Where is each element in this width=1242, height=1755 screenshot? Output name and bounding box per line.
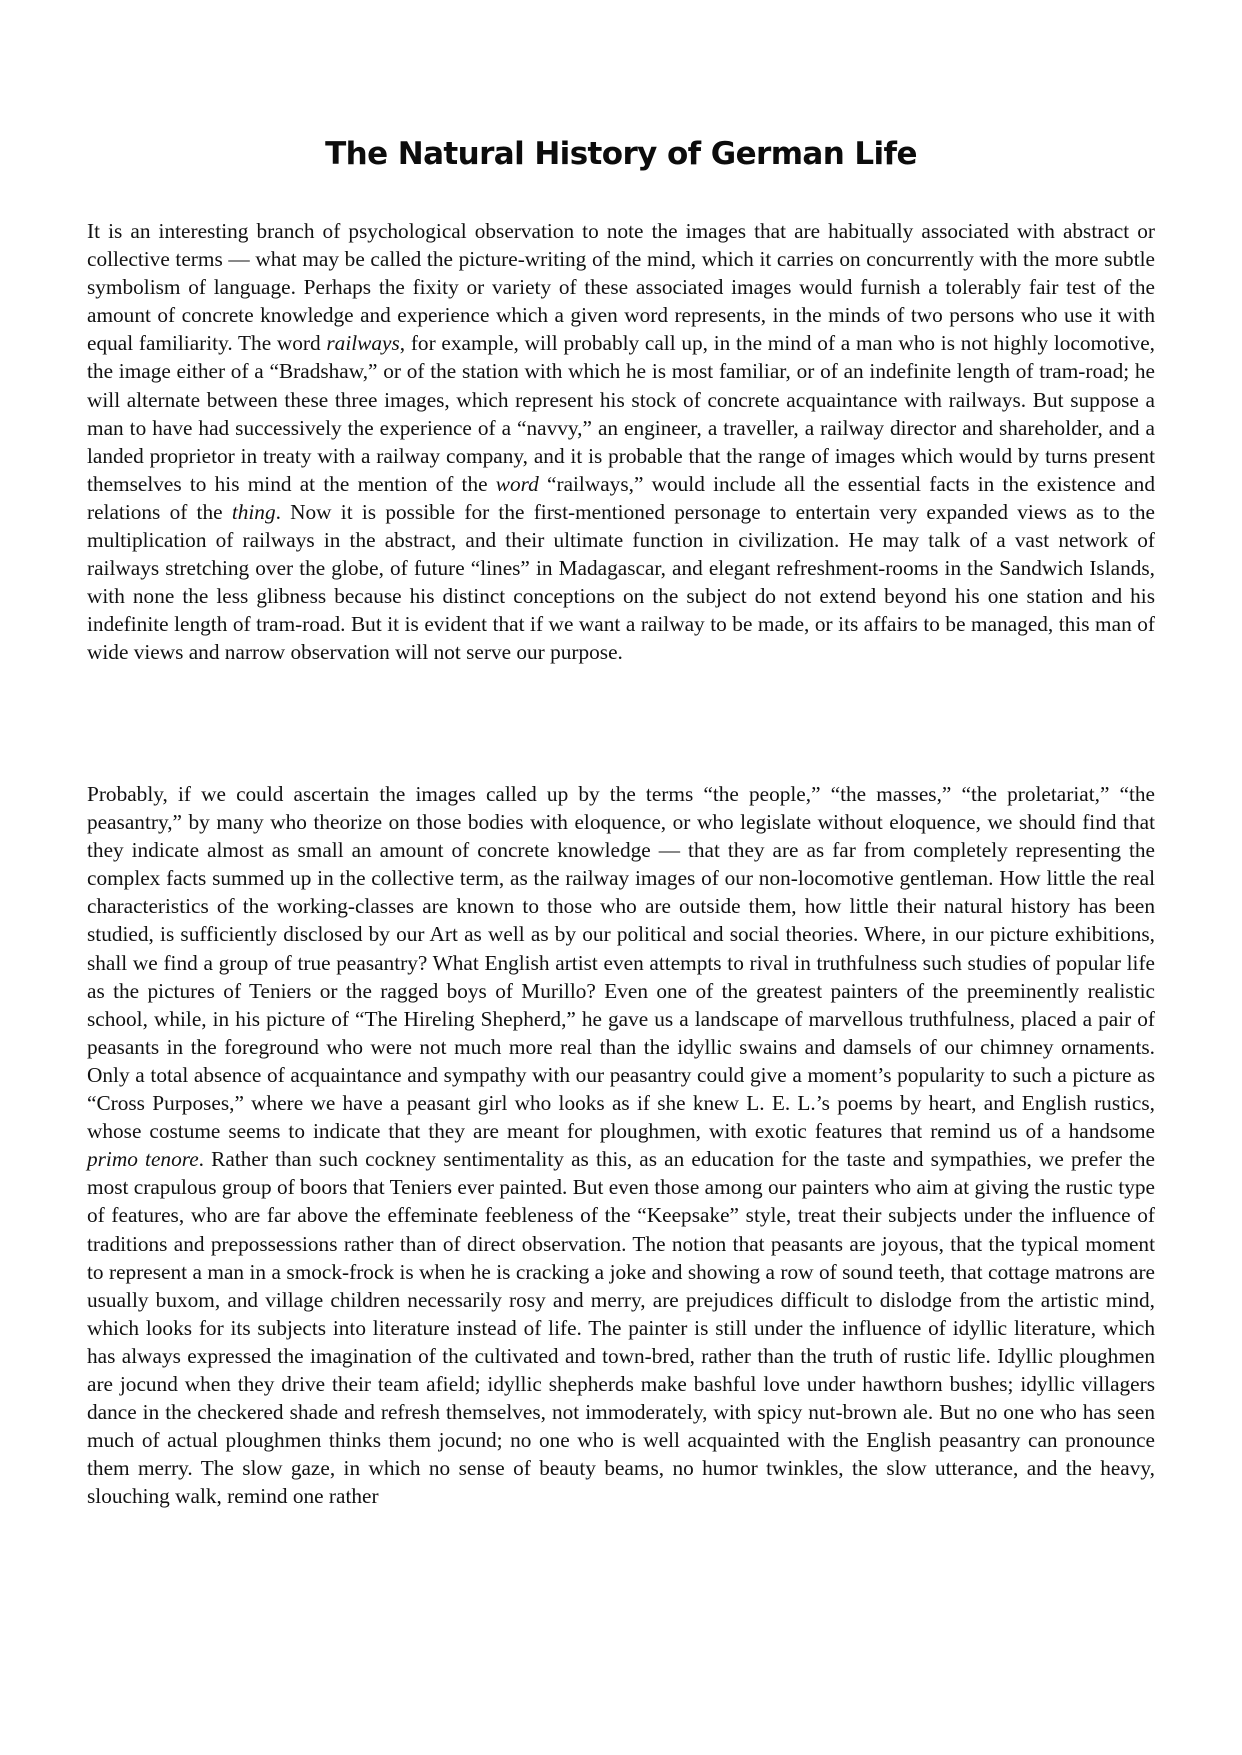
paragraph-1: [87, 217, 1155, 667]
italic-text-run: primo tenore: [87, 1147, 199, 1172]
text-run: It is an interesting branch of psychological observation to note the images that are habitually associated with abstract or collective terms — what may be called the picture-writing of the mind, which it carries on concurrently with the more subtle symbolism of language. Perhaps the fixity or variety of these associated images would furnish a tolerably fair test of the amount of concrete knowledge and experience which a given word represents, in the minds of two persons who use it with equal familiarity. The word: [87, 219, 1155, 356]
italic-text-run: thing: [231, 499, 276, 524]
text-run: “railways,” would include all the essential facts in the existence and relations of the: [87, 471, 1155, 524]
text-run: Probably, if we could ascertain the images called up by the terms “the people,” “the masses,” “the proletariat,” “the peasantry,” by many who theorize on those bodies with eloquence, or who legislate without eloquence, we should find that they indicate almost as small an amount of concrete knowledge — that they are as far from completely representing the complex facts summed up in the collective term, as the railway images of our non-locomotive gentleman. How little the real characteristics of the working-classes are known to those who are outside them, how little their natural history has been studied, is sufficiently disclosed by our Art as well as by our political and social theories. Where, in our picture exhibitions, shall we find a group of true peasantry? What English artist even attempts to rival in truthfulness such studies of popular life as the pictures of Teniers or the ragged boys of Murillo? Even one of the greatest painters of the preeminently realistic school, while, in his picture of “The Hireling Shepherd,” he gave us a landscape of marvellous truthfulness, placed a pair of peasants in the foreground who were not much more real than the idyllic swains and damsels of our chimney ornaments. Only a total absence of acquaintance and sympathy with our peasantry could give a moment’s popularity to such a picture as “Cross Purposes,” where we have a peasant girl who looks as if she knew L. E. L.’s poems by heart, and English rustics, whose costume seems to indicate that they are meant for ploughmen, with exotic features that remind us of a handsome: [87, 782, 1155, 1144]
text-run: . Now it is possible for the first-mentioned personage to entertain very expanded views as to the multiplication of railways in the abstract, and their ultimate function in civilization. He may talk of a vast network of railways stretching over the globe, of future “lines” in Madagascar, and elegant refreshment-rooms in the Sandwich Islands, with none the less glibness because his distinct conceptions on the subject do not extend beyond his one station and his indefinite length of tram-road. But it is evident that if we want a railway to be made, or its affairs to be managed, this man of wide views and narrow observation will not serve our purpose.: [87, 499, 1155, 665]
paragraph-2: [87, 780, 1155, 1510]
text-run: , for example, will probably call up, in the mind of a man who is not highly locomotive, the image either of a “Bradshaw,” or of the station with which he is most familiar, or of an indefinite length of tram-road; he will alternate between these three images, which represent his stock of concrete acquaintance with railways. But suppose a man to have had successively the experience of a “navvy,” an engineer, a traveller, a railway director and shareholder, and a landed proprietor in treaty with a railway company, and it is probable that the range of images which would by turns present themselves to his mind at the mention of the: [87, 331, 1155, 496]
italic-text-run: railways: [326, 331, 400, 356]
page-title: The Natural History of German Life: [325, 136, 917, 172]
italic-text-run: word: [495, 471, 539, 496]
text-run: . Rather than such cockney sentimentality as this, as an education for the taste and sympathies, we prefer the most crapulous group of boors that Teniers ever painted. But even those among our painters who aim at giving the rustic type of features, who are far above the effeminate feebleness of the “Keepsake” style, treat their subjects under the influence of traditions and prepossessions rather than of direct observation. The notion that peasants are joyous, that the typical moment to represent a man in a smock-frock is when he is cracking a joke and showing a row of sound teeth, that cottage matrons are usually buxom, and village children necessarily rosy and merry, are prejudices difficult to dislodge from the artistic mind, which looks for its subjects into literature instead of life. The painter is still under the influence of idyllic literature, which has always expressed the imagination of the cultivated and town-bred, rather than the truth of rustic life. Idyllic ploughmen are jocund when they drive their team afield; idyllic shepherds make bashful love under hawthorn bushes; idyllic villagers dance in the checkered shade and refresh themselves, not immoderately, with spicy nut-brown ale. But no one who has seen much of actual ploughmen thinks them jocund; no one who is well acquainted with the English peasantry can pronounce them merry. The slow gaze, in which no sense of beauty beams, no humor twinkles, the slow utterance, and the heavy, slouching walk, remind one rather: [87, 1147, 1155, 1509]
